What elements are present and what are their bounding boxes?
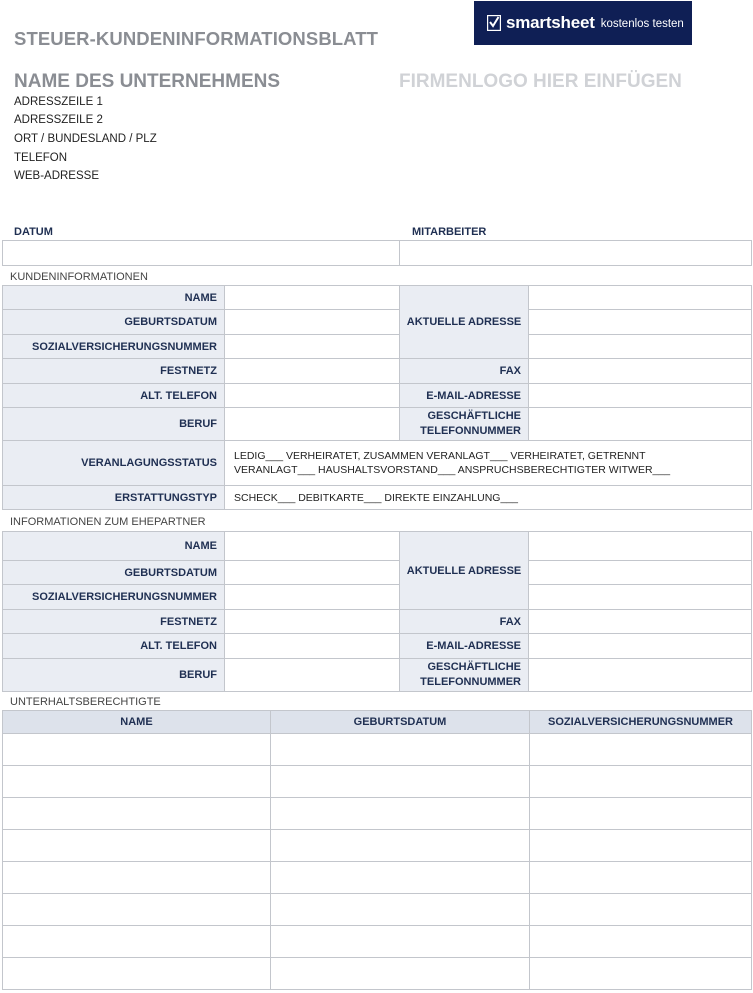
client-business-phone-label xyxy=(400,408,529,441)
banner-brand: smartsheet xyxy=(506,13,595,32)
table-row xyxy=(3,734,752,766)
spouse-birthdate-label: GEBURTSDATUM xyxy=(3,561,225,585)
client-occupation-field[interactable] xyxy=(225,408,400,441)
dependent-ssn-field[interactable] xyxy=(530,766,752,798)
client-business-phone-label-2: TELEFONNUMMER xyxy=(420,425,521,437)
spouse-business-phone-label-1: GESCHÄFTLICHE xyxy=(427,661,521,673)
date-employee-table xyxy=(2,240,752,266)
dependent-birthdate-field[interactable] xyxy=(271,766,530,798)
address-web: WEB-ADRESSE xyxy=(14,170,99,182)
smartsheet-logo-icon xyxy=(487,15,501,31)
client-landline-label: FESTNETZ xyxy=(3,359,225,384)
table-row xyxy=(3,798,752,830)
client-ssn-label: SOZIALVERSICHERUNGSNUMMER xyxy=(3,335,225,359)
table-row xyxy=(3,894,752,926)
spouse-fax-label: FAX xyxy=(400,610,529,634)
dependent-birthdate-field[interactable] xyxy=(271,926,530,958)
address-phone: TELEFON xyxy=(14,152,68,164)
spouse-alt-phone-label: ALT. TELEFON xyxy=(3,634,225,659)
dependent-name-field[interactable] xyxy=(3,958,271,990)
dependent-ssn-field[interactable] xyxy=(530,734,752,766)
client-refund-type-options[interactable]: SCHECK___ DEBITKARTE___ DIREKTE EINZAHLUNG___ xyxy=(225,486,752,510)
spouse-occupation-label: BERUF xyxy=(3,659,225,692)
spouse-business-phone-label xyxy=(400,659,529,692)
spouse-address-label: AKTUELLE ADRESSE xyxy=(400,532,529,610)
dependent-ssn-field[interactable] xyxy=(530,830,752,862)
dependent-name-field[interactable] xyxy=(3,766,271,798)
spouse-section-heading: INFORMATIONEN ZUM EHEPARTNER xyxy=(10,516,206,528)
employee-field[interactable] xyxy=(400,241,752,266)
spouse-address-field-1[interactable] xyxy=(529,532,752,561)
address-line-1: ADRESSZEILE 1 xyxy=(14,96,103,108)
dependent-birthdate-field[interactable] xyxy=(271,894,530,926)
dependent-name-field[interactable] xyxy=(3,798,271,830)
dependent-birthdate-field[interactable] xyxy=(271,862,530,894)
dependent-birthdate-field[interactable] xyxy=(271,798,530,830)
spouse-occupation-field[interactable] xyxy=(225,659,400,692)
filing-options-line-1: LEDIG___ VERHEIRATET, ZUSAMMEN VERANLAGT___ VERHEIRATET, GETRENNT xyxy=(234,450,646,462)
client-birthdate-field[interactable] xyxy=(225,310,400,335)
filing-options-line-2: VERANLAGT___ HAUSHALTSVORSTAND___ ANSPRUCHSBERECHTIGTER WITWER___ xyxy=(234,464,671,476)
dependent-name-field[interactable] xyxy=(3,830,271,862)
client-address-field-3[interactable] xyxy=(529,335,752,359)
client-landline-field[interactable] xyxy=(225,359,400,384)
client-business-phone-field[interactable] xyxy=(529,408,752,441)
client-fax-field[interactable] xyxy=(529,359,752,384)
client-name-label: NAME xyxy=(3,286,225,310)
dependent-ssn-field[interactable] xyxy=(530,894,752,926)
dependents-section-heading: UNTERHALTSBERECHTIGTE xyxy=(10,696,161,708)
spouse-business-phone-label-2: TELEFONNUMMER xyxy=(420,676,521,688)
spouse-birthdate-field[interactable] xyxy=(225,561,400,585)
dependent-birthdate-field[interactable] xyxy=(271,958,530,990)
dependents-table xyxy=(2,710,752,990)
client-email-label: E-MAIL-ADRESSE xyxy=(400,384,529,408)
spouse-info-table xyxy=(2,531,752,692)
dependent-name-field[interactable] xyxy=(3,926,271,958)
client-info-table xyxy=(2,285,752,510)
table-row xyxy=(3,830,752,862)
spouse-ssn-field[interactable] xyxy=(225,585,400,610)
address-city: ORT / BUNDESLAND / PLZ xyxy=(14,133,157,145)
employee-label: MITARBEITER xyxy=(412,226,487,238)
dependent-name-field[interactable] xyxy=(3,734,271,766)
client-filing-status-label: VERANLAGUNGSSTATUS xyxy=(3,441,225,486)
client-fax-label: FAX xyxy=(400,359,529,384)
dependents-col-name: NAME xyxy=(3,711,271,734)
date-label: DATUM xyxy=(14,226,53,238)
dependent-ssn-field[interactable] xyxy=(530,862,752,894)
spouse-name-field[interactable] xyxy=(225,532,400,561)
dependent-birthdate-field[interactable] xyxy=(271,734,530,766)
spouse-address-field-3[interactable] xyxy=(529,585,752,610)
client-birthdate-label: GEBURTSDATUM xyxy=(3,310,225,335)
client-section-heading: KUNDENINFORMATIONEN xyxy=(10,271,148,283)
date-field[interactable] xyxy=(3,241,400,266)
smartsheet-banner[interactable] xyxy=(474,1,692,45)
spouse-fax-field[interactable] xyxy=(529,610,752,634)
dependent-ssn-field[interactable] xyxy=(530,958,752,990)
client-email-field[interactable] xyxy=(529,384,752,408)
spouse-ssn-label: SOZIALVERSICHERUNGSNUMMER xyxy=(3,585,225,610)
dependent-ssn-field[interactable] xyxy=(530,926,752,958)
table-row xyxy=(3,766,752,798)
spouse-alt-phone-field[interactable] xyxy=(225,634,400,659)
dependents-col-birthdate: GEBURTSDATUM xyxy=(271,711,530,734)
client-alt-phone-label: ALT. TELEFON xyxy=(3,384,225,408)
table-row xyxy=(3,926,752,958)
table-row xyxy=(3,958,752,990)
spouse-address-field-2[interactable] xyxy=(529,561,752,585)
client-refund-type-label: ERSTATTUNGSTYP xyxy=(3,486,225,510)
table-row xyxy=(3,862,752,894)
client-name-field[interactable] xyxy=(225,286,400,310)
client-address-field-1[interactable] xyxy=(529,286,752,310)
client-occupation-label: BERUF xyxy=(3,408,225,441)
client-address-label: AKTUELLE ADRESSE xyxy=(400,286,529,359)
dependent-birthdate-field[interactable] xyxy=(271,830,530,862)
client-filing-status-options[interactable] xyxy=(225,441,752,486)
banner-cta: kostenlos testen xyxy=(600,18,684,30)
dependents-col-ssn: SOZIALVERSICHERUNGSNUMMER xyxy=(530,711,752,734)
dependent-name-field[interactable] xyxy=(3,862,271,894)
spouse-business-phone-field[interactable] xyxy=(529,659,752,692)
dependent-ssn-field[interactable] xyxy=(530,798,752,830)
client-alt-phone-field[interactable] xyxy=(225,384,400,408)
client-address-field-2[interactable] xyxy=(529,310,752,335)
client-ssn-field[interactable] xyxy=(225,335,400,359)
company-name: NAME DES UNTERNEHMENS xyxy=(14,71,281,92)
spouse-name-label: NAME xyxy=(3,532,225,561)
logo-placeholder: FIRMENLOGO HIER EINFÜGEN xyxy=(399,71,682,92)
page-title: STEUER-KUNDENINFORMATIONSBLATT xyxy=(14,28,379,49)
client-business-phone-label-1: GESCHÄFTLICHE xyxy=(427,410,521,422)
spouse-landline-field[interactable] xyxy=(225,610,400,634)
spouse-email-field[interactable] xyxy=(529,634,752,659)
spouse-email-label: E-MAIL-ADRESSE xyxy=(400,634,529,659)
spouse-landline-label: FESTNETZ xyxy=(3,610,225,634)
address-line-2: ADRESSZEILE 2 xyxy=(14,114,103,126)
dependent-name-field[interactable] xyxy=(3,894,271,926)
